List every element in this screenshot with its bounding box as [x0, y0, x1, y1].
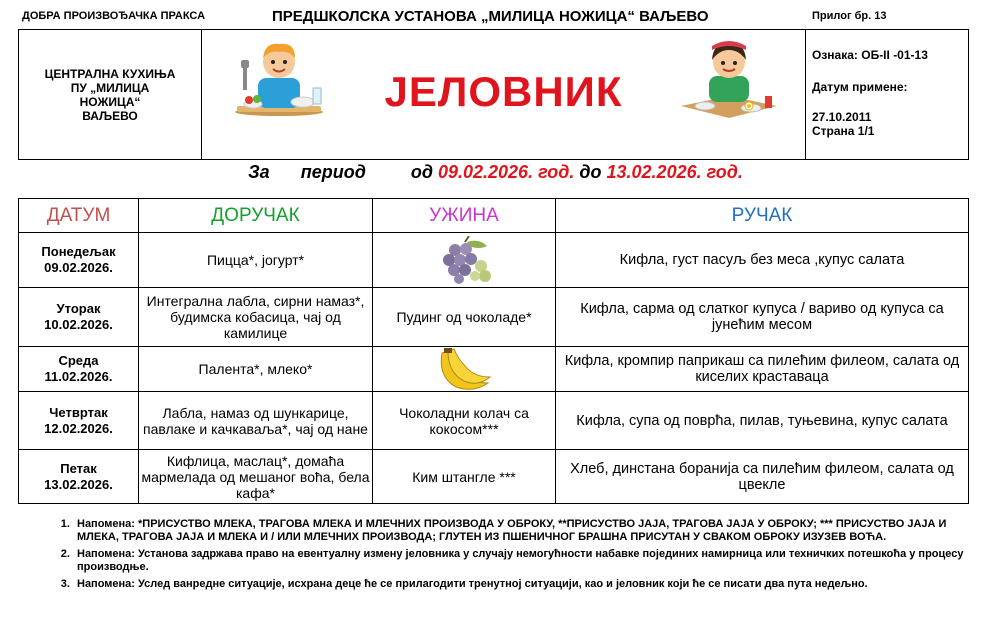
lunch-cell: Кифла, сарма од слатког купуса / вариво од купуса са јунећим месом	[556, 288, 969, 347]
note-item: 2. Напомена: Установа задржава право на евентуалну измену јеловника у случају немогућности набавке појединих намирница или техничких потешкоћа у процесу производње.	[73, 548, 973, 574]
applied-date: 27.10.2011	[812, 110, 872, 124]
snack-cell: Ким штангле ***	[373, 450, 556, 504]
day-cell	[19, 288, 139, 347]
day-cell	[19, 233, 139, 288]
note-item: 1. Напомена: *ПРИСУСТВО МЛЕКА, ТРАГОВА МЛЕКА И МЛЕЧНИХ ПРОИЗВОДА У ОБРОКУ, **ПРИСУСТВО ЈАЈА, ТРАГОВА ЈАЈА У ОБРОКУ; *** ПРИСУСТВО ЈАЈА И МЛЕКА, ТРАГОВА ЈАЈА И МЛЕКА И / ИЛИ МЛЕЧНИХ ПРОИЗВОДА; ГЛУТЕН ИЗ ПШЕНИЧНОГ БРАШНА ПРИСУТАН У СВАКОМ ОБРОКУ ИЗУЗЕВ ВОЋА.	[73, 518, 973, 544]
table-row	[19, 288, 969, 347]
snack-cell: Пудинг од чоколаде*	[373, 288, 556, 347]
table-row	[19, 450, 969, 504]
col-header-lunch: РУЧАК	[556, 199, 969, 233]
attachment-number: Прилог бр. 13	[812, 10, 887, 22]
col-header-date: ДАТУМ	[19, 199, 139, 233]
period-end-date: 13.02.2026. год.	[606, 162, 743, 182]
applied-date-label: Датум примене:	[812, 80, 908, 94]
day-name: Уторак	[56, 301, 101, 316]
day-date: 12.02.2026.	[44, 420, 113, 436]
col-header-breakfast: ДОРУЧАК	[139, 199, 373, 233]
day-date: 13.02.2026.	[44, 476, 113, 492]
note-item: 3. Напомена: Услед ванредне ситуације, исхрана деце ће се прилагодити тренутној ситуацији, као и јеловник који ће се писати два пута недељно.	[73, 578, 973, 591]
snack-cell: Чоколадни колач са кокосом***	[373, 392, 556, 450]
breakfast-cell: Палента*, млеко*	[139, 347, 373, 392]
day-cell	[19, 347, 139, 392]
menu-period	[0, 162, 991, 183]
day-date: 09.02.2026.	[44, 260, 113, 275]
breakfast-cell: Пицца*, јогурт*	[139, 233, 373, 288]
kitchen-line-2: ПУ „МИЛИЦА	[70, 80, 150, 95]
day-cell	[19, 450, 139, 504]
lunch-cell: Хлеб, динстана боранија са пилећим филеом, салата од цвекле	[556, 450, 969, 504]
day-cell	[19, 392, 139, 450]
menu-header-row	[19, 199, 969, 233]
snack-cell	[373, 233, 556, 288]
kitchen-info	[19, 30, 202, 160]
period-from-label: од	[410, 162, 433, 182]
table-row	[19, 347, 969, 392]
practice-label: ДОБРА ПРОИЗВОЂАЧКА ПРАКСА	[22, 10, 206, 22]
kitchen-line-4: ВАЉЕВО	[82, 108, 138, 123]
table-row	[19, 392, 969, 450]
day-name: Понедељак	[41, 244, 116, 259]
page-number: Страна 1/1	[812, 124, 875, 138]
girl-eating-icon	[679, 36, 779, 118]
banana-icon	[434, 347, 494, 391]
snack-cell	[373, 347, 556, 392]
grapes-icon	[435, 236, 493, 284]
notes-list	[53, 518, 973, 595]
kitchen-line-3: НОЖИЦА“	[79, 94, 141, 109]
menu-title: ЈЕЛОВНИК	[384, 68, 623, 115]
day-name: Петак	[60, 460, 97, 476]
period-to-label: до	[579, 162, 602, 182]
col-header-snack: УЖИНА	[373, 199, 556, 233]
document-meta	[806, 30, 969, 160]
period-label: За	[248, 162, 270, 182]
lunch-cell: Кифла, густ пасуљ без меса ,купус салата	[556, 233, 969, 288]
kitchen-line-1: ЦЕНТРАЛНА КУХИЊА	[44, 66, 176, 81]
period-start-date: 09.02.2026. год.	[437, 162, 575, 182]
lunch-cell: Кифла, кромпир паприкаш са пилећим филеом, салата од киселих краставаца	[556, 347, 969, 392]
document-code: Ознака: ОБ-II -01-13	[812, 48, 928, 62]
lunch-cell: Кифла, супа од поврћа, пилав, туњевина, купус салата	[556, 392, 969, 450]
table-row	[19, 233, 969, 288]
menu-table	[18, 198, 969, 504]
day-date: 11.02.2026.	[44, 369, 113, 384]
day-date: 10.02.2026.	[44, 317, 113, 332]
day-name: Среда	[58, 353, 99, 368]
institution-title: ПРЕДШКОЛСКА УСТАНОВА „МИЛИЦА НОЖИЦА“ ВАЉЕВО	[272, 8, 709, 25]
day-name: Четвртак	[49, 404, 108, 420]
document-header	[18, 29, 969, 160]
breakfast-cell: Лабла, намаз од шункарице, павлаке и качкаваља*, чај од нане	[139, 392, 373, 450]
breakfast-cell: Кифлица, маслац*, домаћа мармелада од мешаног воћа, бела кафа*	[139, 450, 373, 504]
breakfast-cell: Интегрална лабла, сирни намаз*, будимска кобасица, чај од камилице	[139, 288, 373, 347]
title-cell	[202, 30, 806, 160]
period-word: период	[300, 162, 366, 182]
